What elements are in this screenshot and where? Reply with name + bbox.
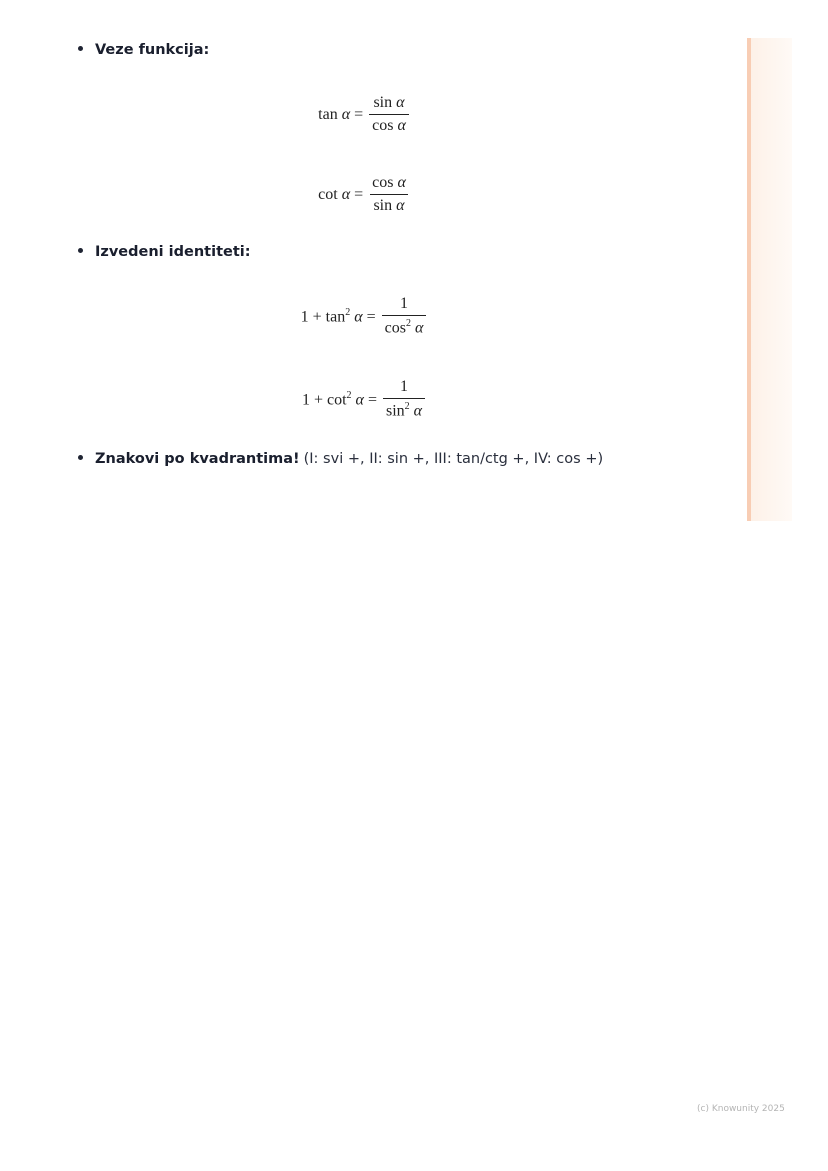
side-panel (747, 38, 792, 521)
fraction (369, 174, 409, 215)
footer-copyright: (c) Knowunity 2025 (697, 1104, 785, 1114)
fraction (382, 295, 427, 337)
numerator: 1 (400, 378, 408, 395)
bullet-veze-funkcija (78, 42, 209, 58)
bullet-dot (78, 455, 83, 460)
denominator: sin α (370, 194, 407, 215)
equation-tan (0, 94, 727, 135)
denominator: $\cos^2 \alpha$ (382, 315, 427, 337)
bullet-dot (78, 248, 83, 253)
numerator: sin α (373, 94, 405, 111)
bullet-izvedeni-identiteti (78, 244, 251, 260)
denominator: cos α (369, 114, 409, 135)
equation-identity-tan (0, 295, 727, 337)
denominator: $\sin^2 \alpha$ (383, 398, 425, 420)
section-title: Izvedeni identiteti: (95, 244, 251, 260)
equation-lhs: cot α = (318, 185, 364, 203)
numerator: 1 (400, 295, 408, 312)
section-text: (I: svi +, II: sin +, III: tan/ctg +, IV: cos +) (303, 451, 604, 467)
equation-identity-cot (0, 378, 727, 420)
section-title: Veze funkcija: (95, 42, 210, 58)
equation-cot (0, 174, 727, 215)
numerator: cos α (372, 174, 406, 191)
equation-lhs: tan α = (318, 105, 364, 123)
equation-lhs: $1 + \tan^2 \alpha$ = (300, 306, 376, 325)
section-title: Znakovi po kvadrantima! (95, 451, 300, 467)
bullet-dot (78, 46, 83, 51)
equation-lhs: $1 + \cot^2 \alpha$ = (301, 389, 377, 408)
fraction (383, 378, 425, 420)
fraction (369, 94, 409, 135)
bullet-znakovi-po-kvadrantima (78, 451, 603, 467)
